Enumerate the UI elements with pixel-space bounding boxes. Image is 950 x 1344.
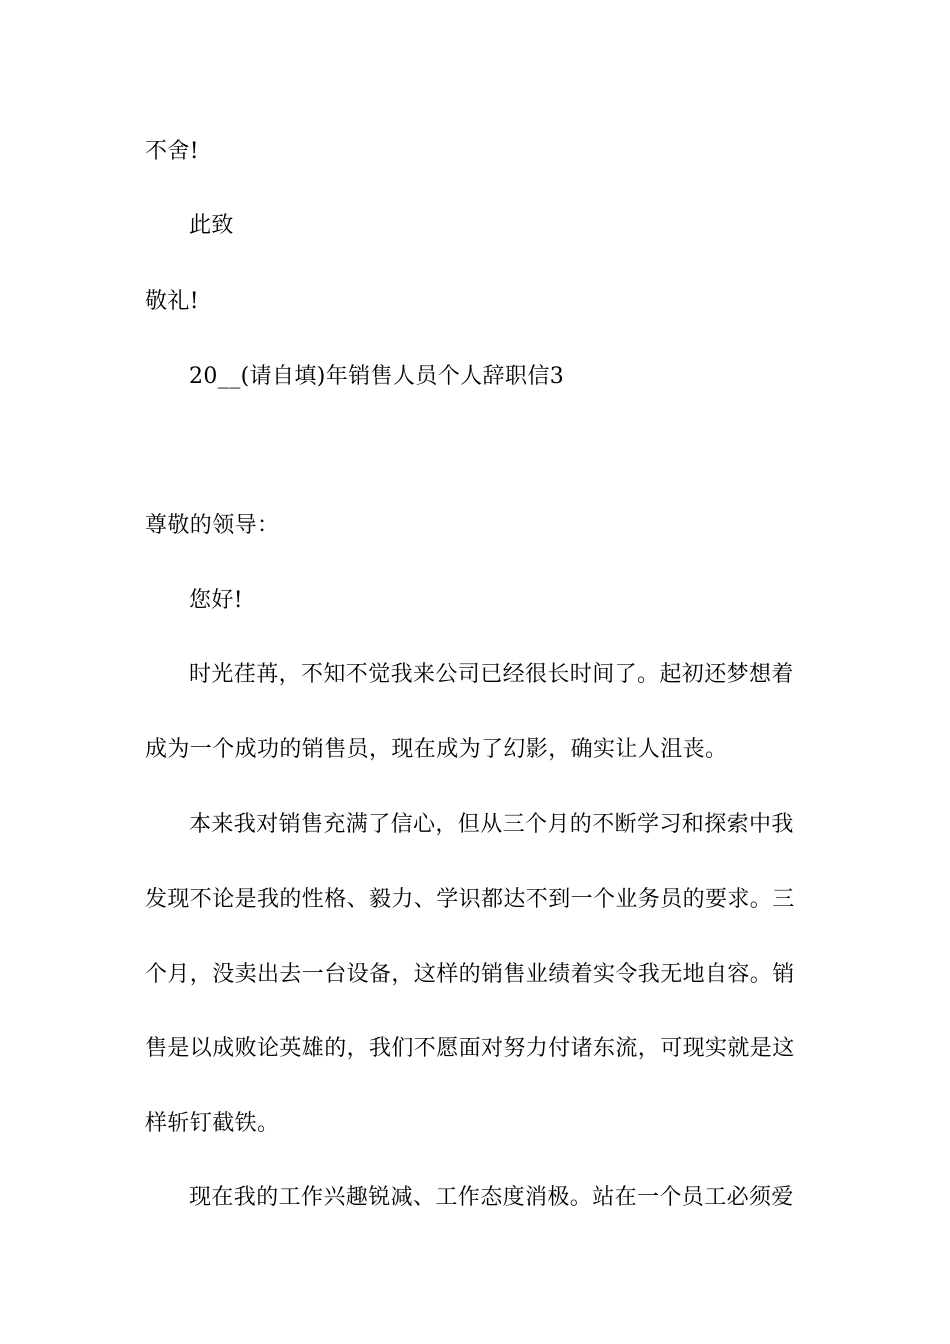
paragraph-line: 本来我对销售充满了信心，但从三个月的不断学习和探索中我	[189, 812, 794, 837]
paragraph-line: 成为一个成功的销售员，现在成为了幻影，确实让人沮丧。	[145, 737, 728, 762]
paragraph-line: 个月，没卖出去一台设备，这样的销售业绩着实令我无地自容。销	[145, 962, 795, 987]
text-line-salutation-close: 此致	[189, 213, 234, 238]
paragraph-line: 样斩钉截铁。	[145, 1111, 280, 1136]
section-heading: 20__(请自填)年销售人员个人辞职信3	[189, 364, 565, 389]
paragraph-line: 发现不论是我的性格、毅力、学识都达不到一个业务员的要求。三	[145, 887, 795, 912]
text-line-greeting-recipient: 尊敬的领导：	[145, 513, 280, 538]
paragraph-line: 售是以成败论英雄的，我们不愿面对努力付诸东流，可现实就是这	[145, 1036, 795, 1061]
paragraph-line: 现在我的工作兴趣锐减、工作态度消极。站在一个员工必须爱	[189, 1185, 794, 1210]
paragraph-line: 时光荏苒，不知不觉我来公司已经很长时间了。起初还梦想着	[189, 662, 794, 687]
text-line-greeting: 您好!	[189, 588, 244, 613]
text-line-regards: 敬礼!	[145, 289, 200, 314]
text-line-closing-fragment: 不舍!	[145, 139, 200, 164]
